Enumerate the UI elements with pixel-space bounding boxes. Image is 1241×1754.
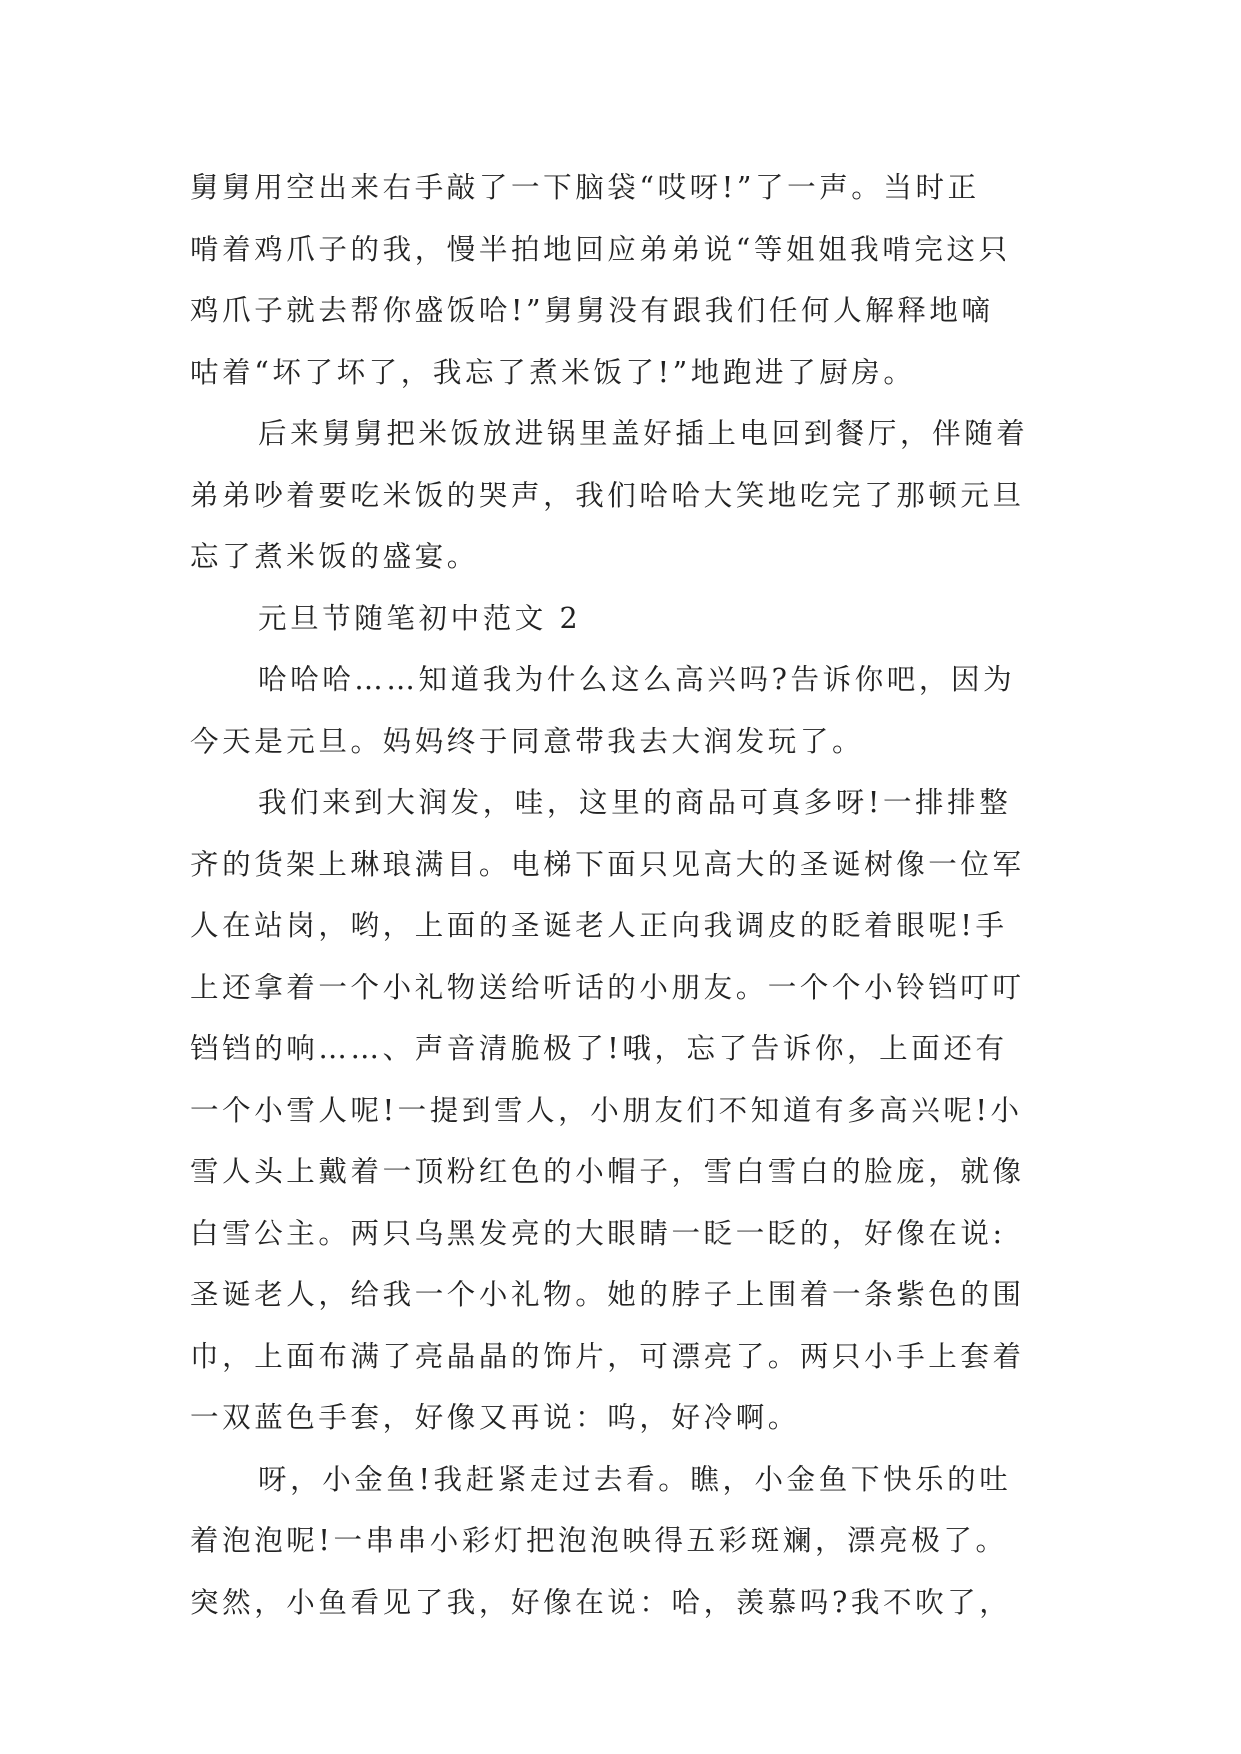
paragraph-first-line: 哈哈哈……知道我为什么这么高兴吗?告诉你吧，因为: [258, 663, 1016, 696]
document-body: [190, 157, 1050, 1633]
text-line: 舅舅用空出来右手敲了一下脑袋“哎呀!”了一声。当时正: [190, 171, 980, 204]
text-line: 弟弟吵着要吃米饭的哭声，我们哈哈大笑地吃完了那顿元旦: [190, 478, 1025, 512]
text-line: 巾，上面布满了亮晶晶的饰片，可漂亮了。两只小手上套着: [190, 1339, 1025, 1373]
text-line: 忘了煮米饭的盛宴。: [190, 540, 479, 573]
text-line: 咕着“坏了坏了，我忘了煮米饭了!”地跑进了厨房。: [190, 355, 916, 389]
paragraph-first-line: 我们来到大润发，哇，这里的商品可真多呀!一排排整: [258, 786, 1012, 819]
text-line: 鸡爪子就去帮你盛饭哈!”舅舅没有跟我们任何人解释地嘀: [190, 294, 994, 327]
text-line: 着泡泡呢!一串串小彩灯把泡泡映得五彩斑斓，漂亮极了。: [190, 1524, 1008, 1557]
text-line: 铛铛的响……、声音清脆极了!哦，忘了告诉你，上面还有: [190, 1032, 1008, 1065]
text-line: 雪人头上戴着一顶粉红色的小帽子，雪白雪白的脸庞，就像: [190, 1155, 1025, 1188]
text-line: 今天是元旦。妈妈终于同意带我去大润发玩了。: [190, 724, 865, 758]
text-line: 一双蓝色手套，好像又再说：呜，好冷啊。: [190, 1401, 800, 1434]
text-line: 圣诞老人，给我一个小礼物。她的脖子上围着一条紫色的围: [190, 1278, 1025, 1311]
paragraph-first-line: 后来舅舅把米饭放进锅里盖好插上电回到餐厅，伴随着: [258, 417, 1029, 450]
text-line: 突然，小鱼看见了我，好像在说：哈，羡慕吗?我不吹了，: [190, 1585, 1012, 1619]
section-heading: 元旦节随笔初中范文 2: [258, 601, 582, 635]
text-line: 齐的货架上琳琅满目。电梯下面只见高大的圣诞树像一位军: [190, 847, 1025, 881]
text-line: 人在站岗，哟，上面的圣诞老人正向我调皮的眨着眼呢!手: [190, 909, 1008, 942]
text-line: 上还拿着一个小礼物送给听话的小朋友。一个个小铃铛叮叮: [190, 970, 1025, 1004]
paragraph-first-line: 呀，小金鱼!我赶紧走过去看。瞧，小金鱼下快乐的吐: [258, 1462, 1012, 1496]
text-line: 白雪公主。两只乌黑发亮的大眼睛一眨一眨的，好像在说:: [190, 1216, 1006, 1250]
text-line: 啃着鸡爪子的我，慢半拍地回应弟弟说“等姐姐我啃完这只: [190, 232, 1011, 266]
text-line: 一个小雪人呢!一提到雪人，小朋友们不知道有多高兴呢!小: [190, 1093, 1023, 1127]
